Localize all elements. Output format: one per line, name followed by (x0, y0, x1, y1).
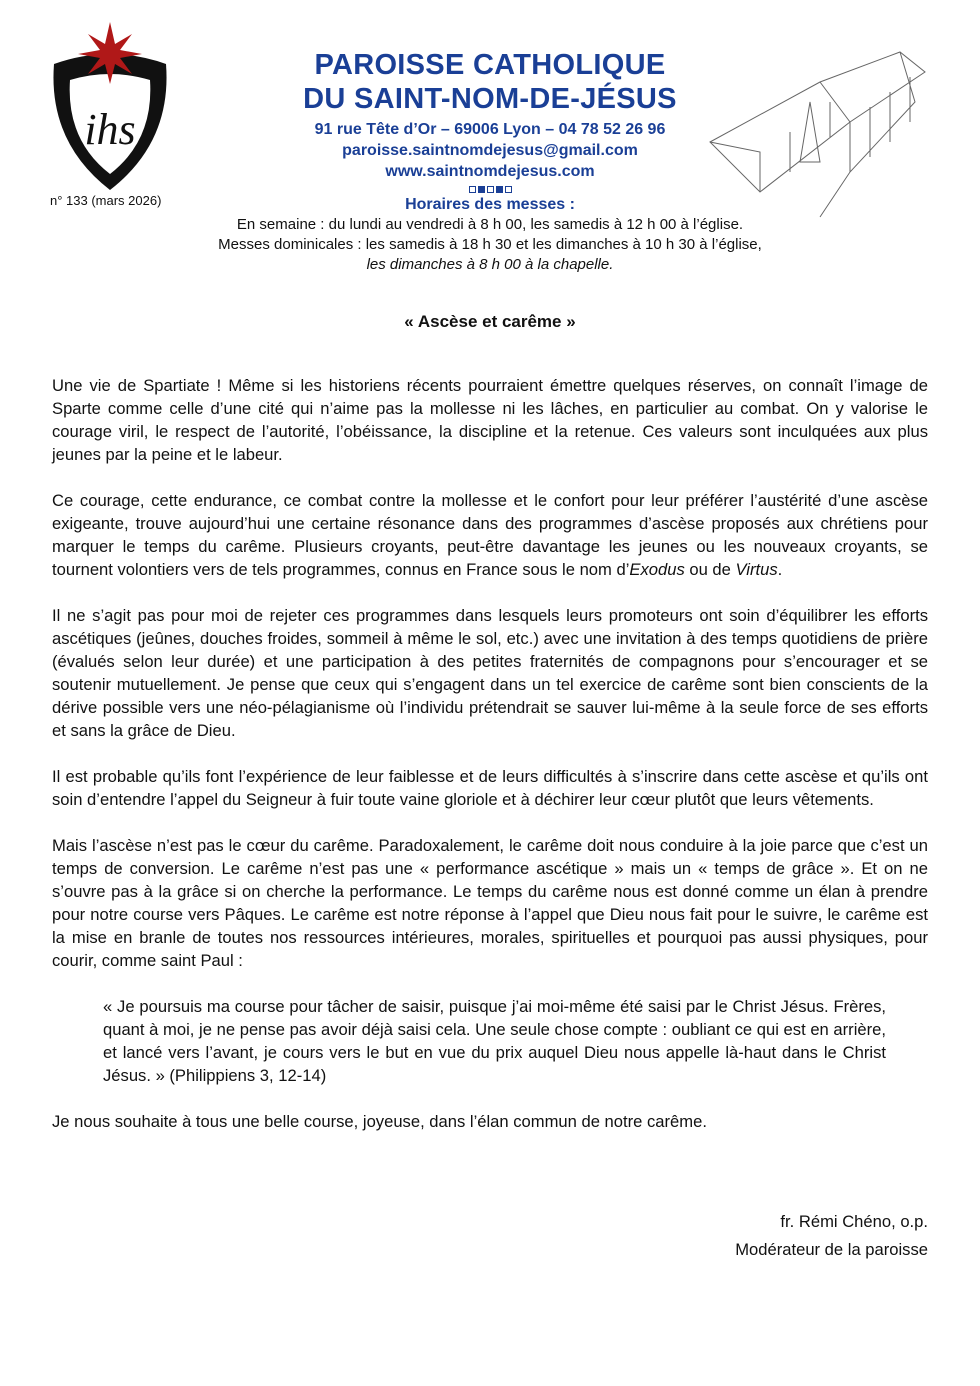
article-body (52, 374, 928, 1156)
mass-weekday: En semaine : du lundi au vendredi à 8 h 00, les samedis à 12 h 00 à l’église. (236, 216, 744, 233)
parish-title-line1: PAROISSE CATHOLIQUE (314, 49, 666, 81)
decorative-squares (190, 186, 790, 193)
mass-chapel: les dimanches à 8 h 00 à la chapelle. (366, 256, 614, 273)
paragraph: Mais l’ascèse n’est pas le cœur du carême. Paradoxalement, le carême doit nous conduire à la joie parce que c’est un temps de conversion. Le carême n’est pas une « performance ascétique » mais un « temps de grâce ». Et on ne s’ouvre pas à la grâce si on cherche la performance. Le temps du carême nous est donné comme un élan à prendre pour notre course vers Pâques. Le carême est notre réponse à l’appel que Dieu nous fait pour le suivre, le carême est la mise en branle de toutes nos ressources intérieures, morales, spirituelles et pourquoi pas aussi physiques, pour courir, comme saint Paul : (52, 836, 928, 970)
signature-name: fr. Rémi Chéno, o.p. (780, 1212, 928, 1231)
bible-quote: « Je poursuis ma course pour tâcher de saisir, puisque j’ai moi-même été saisi par le Christ Jésus. Frères, quant à moi, je ne pense pas avoir déjà saisi cela. Une seule chose compte : oubliant ce qui est en arrière, et lancé vers l’avant, je cours vers le but en vue du prix auquel Dieu nous appelle là-haut dans le Christ Jésus. » (Philippiens 3, 12-14) (103, 997, 886, 1085)
email-link[interactable]: paroisse.saintnomdejesus@gmail.com (342, 142, 638, 159)
paragraph: Il ne s’agit pas pour moi de rejeter ces programmes dans lesquels leurs promoteurs ont soin d’équilibrer les efforts ascétiques (jeûnes, douches froides, sommeil à même le sol, etc.) avec une invitation à des temps quotidiens de prière (évalués selon leur durée) et une participation à des petites fraternités de compagnons pour s’encourager et se soutenir mutuellement. Je pense que ceux qui s’engagent dans un tel exercice de carême sont bien conscients de la dérive possible vers une néo-pélagianisme où l’individu prétendrait se sauver lui-même à la seule force de ses efforts et sans la grâce de Dieu. (52, 606, 928, 740)
signature (735, 1208, 928, 1264)
parish-title-line2: DU SAINT-NOM-DE-JÉSUS (303, 83, 677, 115)
ihs-shield-logo (48, 22, 172, 192)
mass-sunday: Messes dominicales : les samedis à 18 h 30 et les dimanches à 10 h 30 à l’église, (218, 236, 762, 253)
signature-role: Modérateur de la paroisse (735, 1240, 928, 1259)
parish-header (190, 48, 790, 275)
article-title: « Ascèse et carême » (404, 312, 576, 331)
logo-text: ihs (84, 105, 136, 154)
paragraph: Ce courage, cette endurance, ce combat contre la mollesse et le confort pour leur préférer l’austérité d’une ascèse exigeante, trouve aujourd’hui une certaine résonance dans des programmes d’ascèse proposés aux chrétiens pour marquer le temps du carême. Plusieurs croyants, peut-être davantage les jeunes ou les nouveaux croyants, se tournent volontiers vers de tels programmes, connus en France sous le nom d’Exodus ou de Virtus. (52, 491, 928, 579)
issue-number: n° 133 (mars 2026) (50, 193, 162, 208)
address: 91 rue Tête d’Or – 69006 Lyon – 04 78 52 26 96 (314, 121, 666, 138)
mass-times-title: Horaires des messes : (405, 196, 575, 213)
paragraph: Il est probable qu’ils font l’expérience de leur faiblesse et de leurs difficultés à s’inscrire dans cette ascèse et qu’ils ont soin d’entendre l’appel du Seigneur à fuir toute vaine gloriole et à déchirer leur cœur plutôt que leurs vêtements. (52, 767, 928, 809)
paragraph: Une vie de Spartiate ! Même si les historiens récents pourraient émettre quelques réserves, on connaît l’image de Sparte comme celle d’une cité qui n’aime pas la mollesse ni les lâches, en particulier au combat. On y valorise le courage viril, le respect de l’autorité, l’obéissance, la discipline et la retenue. Ces valeurs sont inculquées aux plus jeunes par la peine et le labeur. (52, 376, 928, 464)
website-link[interactable]: www.saintnomdejesus.com (385, 163, 595, 180)
closing-paragraph: Je nous souhaite à tous une belle course, joyeuse, dans l’élan commun de notre carême. (52, 1112, 707, 1131)
